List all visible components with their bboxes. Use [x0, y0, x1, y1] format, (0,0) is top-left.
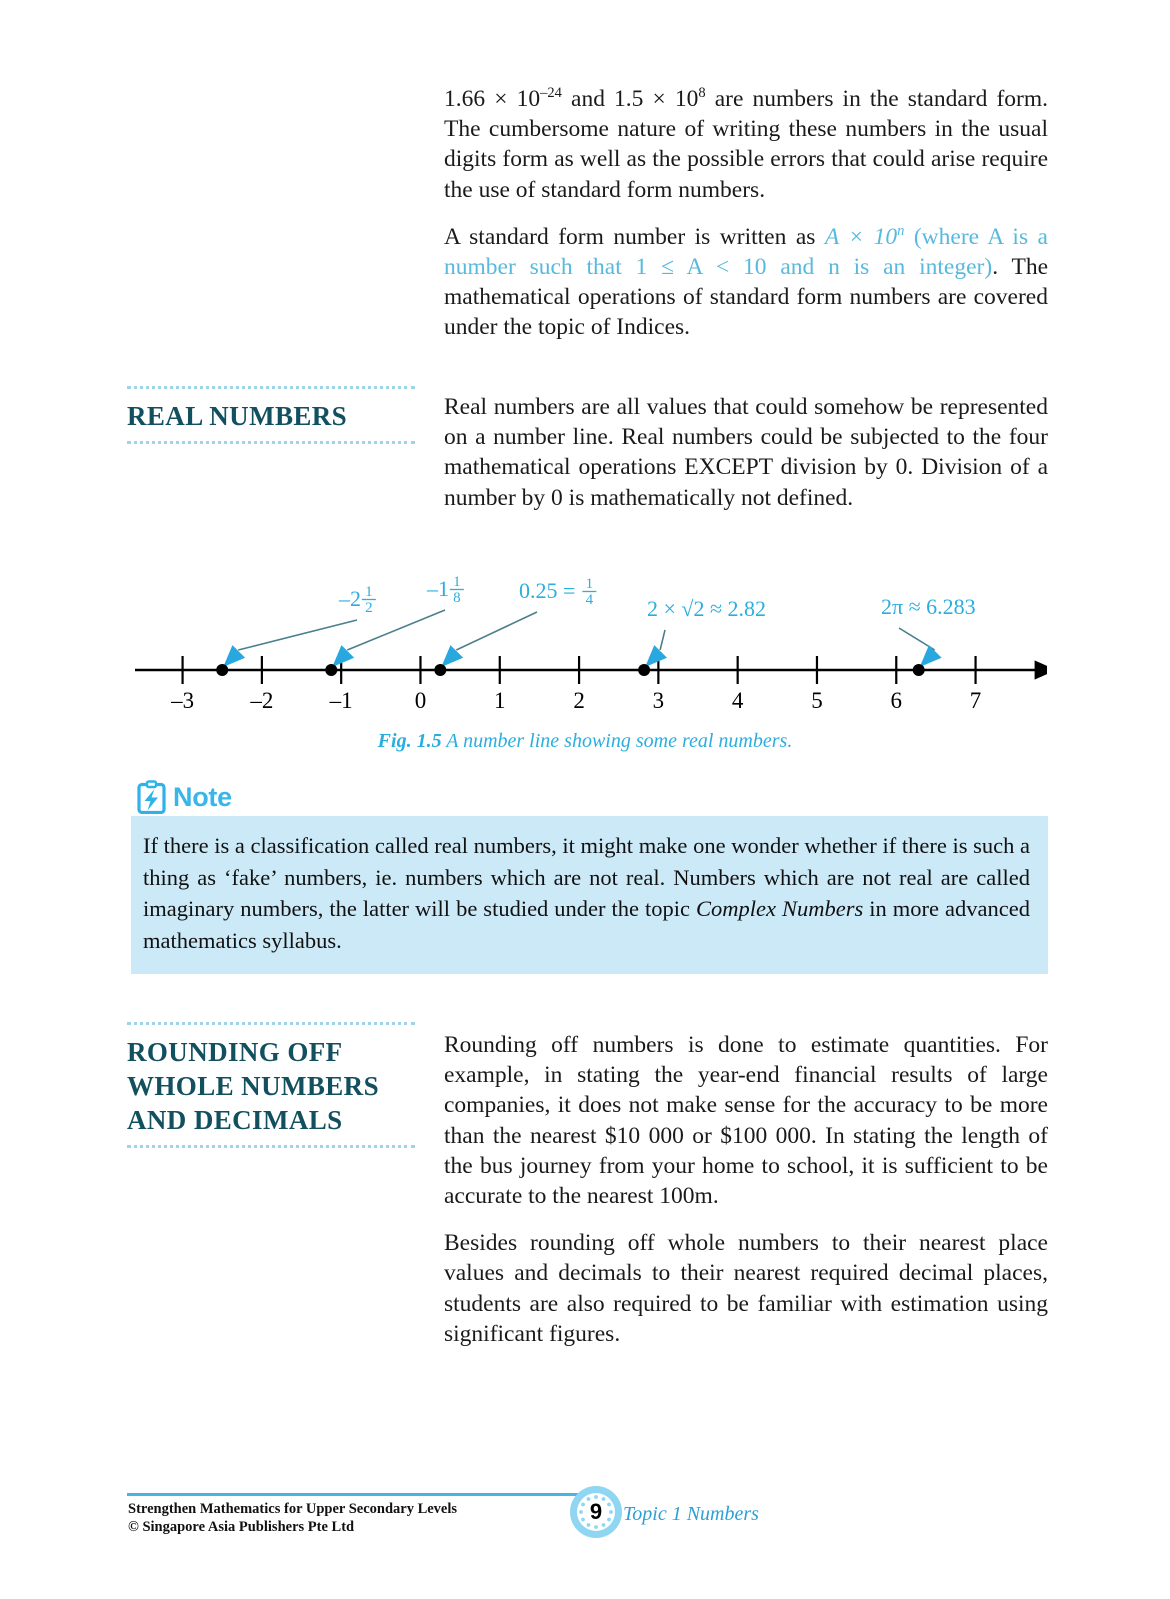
point-label-text: 2 × √2 ≈ 2.82: [647, 596, 767, 621]
section-heading-rounding-off: [127, 1022, 415, 1148]
rounding-heading-line-1: ROUNDING OFF: [127, 1037, 343, 1067]
real-numbers-paragraph: Real numbers are all values that could somehow be represented on a number line. Real numbers could be subjected to the four mathematical operations EXCEPT division by 0. Division of a number by 0 is mathematically not defined.: [444, 394, 1048, 511]
point-label-denominator: 2: [365, 600, 373, 616]
figure-caption-label: Fig. 1.5: [377, 730, 442, 752]
note-text-part-1: If there is a classification called real numbers, it might make one wonder whether if there is such a thing as ‘fake’ numbers, ie. numbers which are not real. Numbers which are not real are called imaginary numbers, the latter will be studied under the topic: [143, 833, 1030, 921]
intro-p2-post: . The mathematical operations of standard form numbers are covered under the topic of Indices.: [444, 254, 1048, 341]
point-label-whole: –2: [339, 586, 361, 611]
note-callout: [131, 778, 1048, 974]
note-title: Note: [173, 781, 232, 812]
axis-tick-label: 1: [494, 688, 506, 713]
number-line-point: [434, 664, 446, 676]
point-label-numerator: 1: [365, 584, 373, 600]
number-line-leader-lines: [223, 610, 941, 667]
number-line-svg: [127, 560, 1047, 740]
point-label-denominator: 4: [585, 592, 594, 608]
intro-p1-sup1: –24: [540, 85, 562, 102]
formula-a: A × 10: [824, 223, 898, 250]
section-heading-real-numbers: [127, 386, 415, 444]
number-line-point: [325, 664, 337, 676]
clipboard-bolt-icon: [135, 780, 169, 814]
intro-p1-pre: 1.66 × 10: [444, 86, 541, 112]
intro-paragraph-2: [444, 222, 1048, 343]
point-label-denominator: 8: [453, 590, 461, 606]
number-line-point: [216, 664, 228, 676]
number-line-point: [913, 664, 925, 676]
point-label-numerator: 1: [585, 576, 594, 592]
number-line-point: [638, 664, 650, 676]
intro-paragraphs: [444, 84, 1048, 343]
label-leader-line: [660, 630, 665, 650]
rounding-heading-line-2: WHOLE NUMBERS: [127, 1071, 379, 1101]
intro-p1-post: are numbers in the standard form. The cumbersome nature of writing these numbers in the usual digits form as well as the possible errors that could arise require the use of standard form numbers.: [444, 86, 1048, 203]
footer-book-title: Strengthen Mathematics for Upper Secondary Levels: [128, 1501, 458, 1517]
number-line-point-label: [881, 594, 976, 619]
axis-tick-label: 4: [731, 688, 744, 713]
axis-tick-label: 6: [890, 688, 903, 713]
footer-topic-label: Topic 1 Numbers: [623, 1503, 759, 1525]
rounding-body: [444, 1030, 1048, 1349]
number-line-point-label: [426, 574, 464, 606]
number-line-tick-labels: [170, 688, 981, 713]
formula-condition: (where A is a number such that 1 ≤ A < 10 and n is an integer): [444, 223, 1048, 281]
number-line-point-label: [647, 596, 766, 621]
footer-divider: [127, 1493, 607, 1496]
real-numbers-heading-text: REAL NUMBERS: [127, 401, 348, 431]
note-text-part-2: in more advanced mathematics syllabus.: [143, 896, 1030, 953]
intro-p2-pre: A standard form number is written as: [444, 223, 825, 250]
axis-tick-label: –1: [329, 688, 353, 713]
axis-tick-label: 3: [652, 688, 665, 713]
axis-tick-label: 2: [573, 688, 585, 713]
note-text-italic: Complex Numbers: [696, 896, 864, 921]
figure-caption: [0, 730, 1170, 753]
note-header: [135, 778, 1048, 816]
number-line-point-label: [519, 576, 596, 608]
rounding-heading-line-3: AND DECIMALS: [127, 1105, 343, 1135]
label-leader-line: [238, 620, 357, 650]
point-label-whole: –1: [427, 576, 449, 601]
point-label-text: 0.25 =: [519, 578, 576, 603]
axis-tick-label: –2: [250, 688, 274, 713]
number-line-point-label: [338, 584, 376, 616]
axis-tick-label: 5: [811, 688, 823, 713]
label-leader-line: [456, 612, 537, 650]
page-number-value: 9: [589, 1499, 603, 1524]
label-leader-line: [347, 610, 445, 650]
rounding-paragraph-2: Besides rounding off whole numbers to their nearest place values and decimals to their nearest required decimal places, students are also required to be familiar with estimation using significant figures.: [444, 1230, 1048, 1347]
intro-paragraph-1: [444, 84, 1048, 205]
figure-caption-text: A number line showing some real numbers.: [446, 730, 793, 752]
footer-copyright: © Singapore Asia Publishers Pte Ltd: [128, 1519, 355, 1535]
point-label-numerator: 1: [453, 574, 461, 590]
intro-p1-sup2: 8: [698, 85, 706, 102]
label-arrowhead: [920, 645, 942, 667]
real-numbers-body: [444, 392, 1048, 513]
rounding-paragraph-1: Rounding off numbers is done to estimate quantities. For example, in stating the year-end financial results of large companies, it does not make sense for the accuracy to be more than the nearest $10 000 or $100 000. In stating the length of the bus journey from your home to school, it is sufficient to be accurate to the nearest 100m.: [444, 1032, 1048, 1210]
axis-tick-label: 0: [414, 688, 427, 713]
point-label-text: 2π ≈ 6.283: [881, 594, 976, 619]
axis-tick-label: 7: [969, 688, 982, 713]
page-number-badge: [568, 1484, 624, 1540]
note-body: [131, 816, 1048, 974]
label-arrowhead: [645, 645, 667, 667]
footer-credits: [128, 1500, 457, 1536]
formula-exponent-n: n: [897, 222, 905, 239]
intro-p1-mid: and 1.5 × 10: [561, 86, 699, 112]
axis-tick-label: –3: [171, 688, 195, 713]
